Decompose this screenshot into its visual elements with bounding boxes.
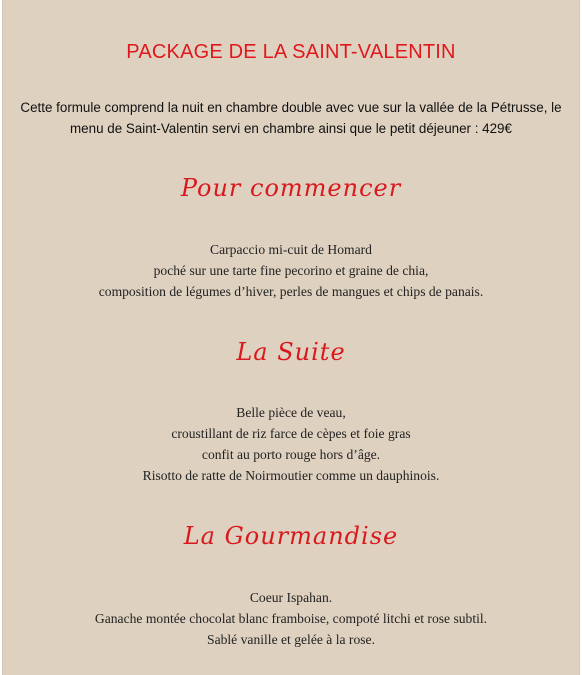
section-dishes-dessert [3,587,579,650]
dish-line: Ganache montée chocolat blanc framboise, compoté litchi et rose subtil. [94,611,488,626]
dish-line: composition de légumes d’hiver, perles de mangues et chips de panais. [98,284,484,299]
section-heading-main: La Suite [236,338,346,366]
section-heading-dessert: La Gourmandise [183,522,399,550]
intro-paragraph [7,97,575,139]
page-title: PACKAGE DE LA SAINT-VALENTIN [126,41,456,63]
dish-line: croustillant de riz farce de cèpes et foie gras [171,426,411,441]
section-dishes-starter [3,239,579,302]
dish-line: Carpaccio mi-cuit de Homard [210,242,372,257]
dish-line: Coeur Ispahan. [249,590,333,605]
intro-line: menu de Saint-Valentin servi en chambre ainsi que le petit déjeuner : 429€ [70,121,512,136]
dish-line: Sablé vanille et gelée à la rose. [207,632,375,647]
menu-panel [2,0,580,675]
section-heading-starter: Pour commencer [180,174,402,202]
dish-line: Risotto de ratte de Noirmoutier comme un dauphinois. [142,468,440,483]
dish-line: confit au porto rouge hors d’âge. [201,447,381,462]
dish-line: poché sur une tarte fine pecorino et graine de chia, [153,263,429,278]
intro-line: Cette formule comprend la nuit en chambre double avec vue sur la vallée de la Pétrusse, le [20,100,562,115]
section-dishes-main [3,402,579,486]
dish-line: Belle pièce de veau, [236,405,346,420]
